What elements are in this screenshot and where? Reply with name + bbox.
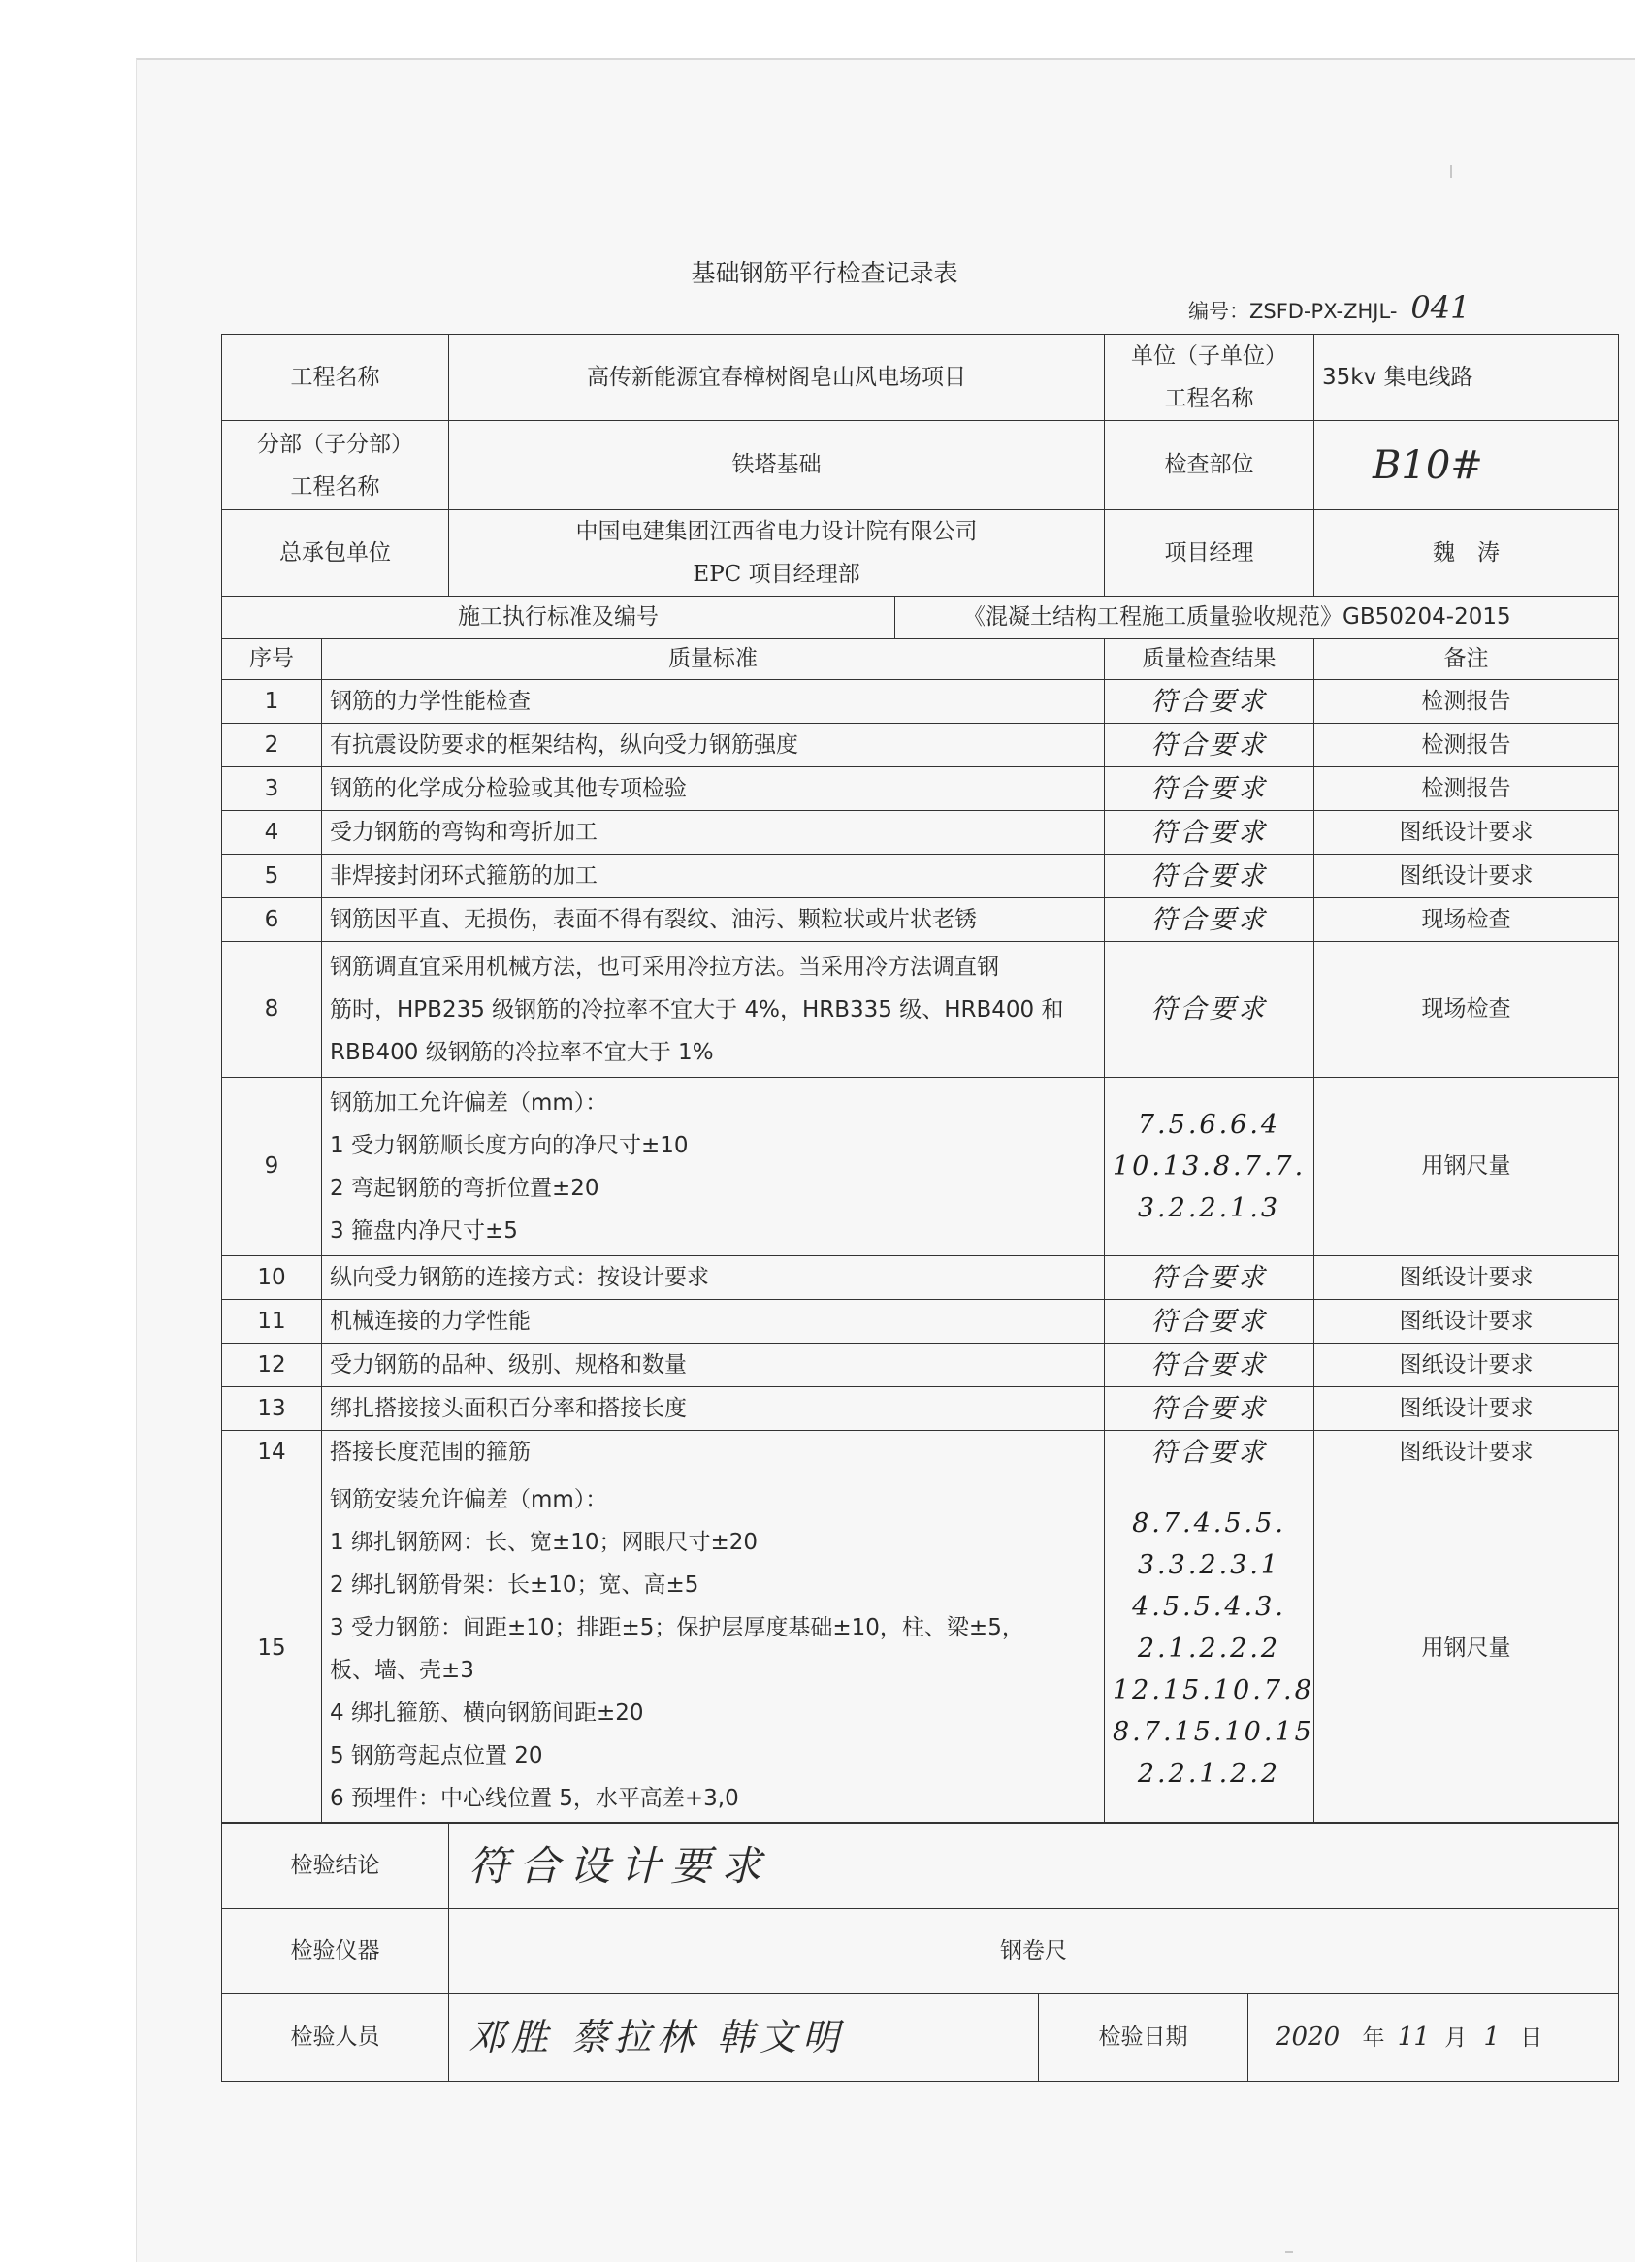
standard-row xyxy=(222,597,1619,639)
item-result-line: 符合要求 xyxy=(1150,729,1268,761)
item-result xyxy=(1105,767,1314,811)
item-standard-line: 钢筋加工允许偏差（mm）： xyxy=(330,1089,608,1116)
item-standard xyxy=(322,724,1105,767)
date-value: 2020 年 11 月 1 日 xyxy=(1248,1994,1619,2082)
inspection-table xyxy=(221,334,1619,1824)
inspector-label: 检验人员 xyxy=(222,1994,449,2082)
item-row xyxy=(222,1078,1619,1256)
col-header-result: 质量检查结果 xyxy=(1105,639,1314,680)
item-row xyxy=(222,942,1619,1078)
item-note: 检测报告 xyxy=(1314,767,1619,811)
item-standard xyxy=(322,767,1105,811)
instrument-row xyxy=(222,1909,1619,1994)
item-result-line: 符合要求 xyxy=(1150,994,1268,1024)
item-result xyxy=(1105,1387,1314,1431)
footer-table xyxy=(221,1822,1619,2082)
item-result-line: 4.5.5.4.3. xyxy=(1132,1592,1286,1622)
item-note: 图纸设计要求 xyxy=(1314,1344,1619,1387)
item-note: 用钢尺量 xyxy=(1314,1078,1619,1256)
item-note: 图纸设计要求 xyxy=(1314,1256,1619,1300)
item-standard-line: 非焊接封闭环式箍筋的加工 xyxy=(330,863,598,889)
project-label: 工程名称 xyxy=(222,335,449,421)
item-result-line: 8.7.4.5.5. xyxy=(1132,1508,1286,1539)
position-value: B10# xyxy=(1314,421,1619,510)
item-standard xyxy=(322,1344,1105,1387)
scan-speck xyxy=(1450,165,1452,178)
form-title: 基础钢筋平行检查记录表 xyxy=(691,259,958,287)
col-header-no: 序号 xyxy=(222,639,322,680)
item-standard-line: 受力钢筋的弯钩和弯折加工 xyxy=(330,820,598,845)
instrument-value: 钢卷尺 xyxy=(449,1909,1619,1994)
item-standard xyxy=(322,1256,1105,1300)
date-label: 检验日期 xyxy=(1039,1994,1248,2082)
item-result xyxy=(1105,1344,1314,1387)
item-result-line: 符合要求 xyxy=(1150,904,1268,935)
item-row xyxy=(222,1431,1619,1474)
item-standard-line: 5 钢筋弯起点位置 20 xyxy=(330,1742,543,1768)
item-standard-line: 2 绑扎钢筋骨架：长±10；宽、高±5 xyxy=(330,1571,699,1598)
project-value: 高传新能源宜春樟树阁皂山风电场项目 xyxy=(449,335,1105,421)
col-header-standard: 质量标准 xyxy=(322,639,1105,680)
item-note: 检测报告 xyxy=(1314,724,1619,767)
item-standard-line: 钢筋调直宜采用机械方法，也可采用冷拉方法。当采用冷方法调直钢 xyxy=(330,954,999,980)
item-row xyxy=(222,898,1619,942)
position-label: 检查部位 xyxy=(1105,421,1314,510)
contractor-value: 中国电建集团江西省电力设计院有限公司 EPC 项目经理部 xyxy=(449,510,1105,597)
item-standard-line: RBB400 级钢筋的冷拉率不宜大于 1% xyxy=(330,1039,714,1065)
item-result-line: 符合要求 xyxy=(1150,686,1268,717)
item-result xyxy=(1105,898,1314,942)
item-result xyxy=(1105,1474,1314,1824)
item-standard-line: 筋时，HPB235 级钢筋的冷拉率不宜大于 4%，HRB335 级、HRB400 和 xyxy=(330,996,1064,1022)
header-row-sub xyxy=(222,421,1619,510)
item-row xyxy=(222,724,1619,767)
item-no: 13 xyxy=(222,1387,322,1431)
item-no: 2 xyxy=(222,724,322,767)
inspector-row xyxy=(222,1994,1619,2082)
item-result xyxy=(1105,680,1314,724)
instrument-label: 检验仪器 xyxy=(222,1909,449,1994)
item-standard-line: 2 弯起钢筋的弯折位置±20 xyxy=(330,1175,599,1201)
item-standard xyxy=(322,1474,1105,1824)
item-result-line: 12.15.10.7.8 xyxy=(1113,1675,1314,1705)
item-row xyxy=(222,1300,1619,1344)
item-standard-line: 受力钢筋的品种、级别、规格和数量 xyxy=(330,1352,687,1377)
item-result-line: 符合要求 xyxy=(1150,1393,1268,1424)
conclusion-row xyxy=(222,1823,1619,1909)
item-standard-line: 绑扎搭接接头面积百分率和搭接长度 xyxy=(330,1396,687,1421)
item-result-line: 8.7.15.10.15 xyxy=(1113,1717,1314,1747)
item-result-line: 3.3.2.3.1 xyxy=(1137,1550,1281,1580)
item-result-line: 2.1.2.2.2 xyxy=(1137,1634,1281,1664)
item-note: 图纸设计要求 xyxy=(1314,811,1619,855)
item-result xyxy=(1105,1431,1314,1474)
item-result xyxy=(1105,811,1314,855)
item-row xyxy=(222,1387,1619,1431)
item-row xyxy=(222,855,1619,898)
item-no: 12 xyxy=(222,1344,322,1387)
sub-value: 铁塔基础 xyxy=(449,421,1105,510)
item-standard-line: 1 绑扎钢筋网：长、宽±10；网眼尺寸±20 xyxy=(330,1529,759,1555)
item-row xyxy=(222,767,1619,811)
item-result-line: 符合要求 xyxy=(1150,1306,1268,1337)
item-standard-line: 纵向受力钢筋的连接方式：按设计要求 xyxy=(330,1265,709,1290)
header-row-contractor xyxy=(222,510,1619,597)
item-standard xyxy=(322,1387,1105,1431)
item-standard xyxy=(322,1431,1105,1474)
sub-label: 分部（子分部） 工程名称 xyxy=(222,421,449,510)
item-note: 现场检查 xyxy=(1314,898,1619,942)
item-result xyxy=(1105,724,1314,767)
item-note: 检测报告 xyxy=(1314,680,1619,724)
item-row xyxy=(222,1474,1619,1824)
item-result-line: 10.13.8.7.7. xyxy=(1113,1151,1307,1182)
item-result-line: 2.2.1.2.2 xyxy=(1137,1759,1281,1789)
col-header-note: 备注 xyxy=(1314,639,1619,680)
unit-value: 35kv 集电线路 xyxy=(1314,335,1619,421)
item-standard xyxy=(322,1300,1105,1344)
item-note: 图纸设计要求 xyxy=(1314,1300,1619,1344)
item-result-line: 符合要求 xyxy=(1150,773,1268,804)
inspector-signatures: 邓胜 蔡拉林 韩文明 xyxy=(449,1994,1039,2082)
item-result-line: 7.5.6.6.4 xyxy=(1137,1110,1281,1140)
item-note: 现场检查 xyxy=(1314,942,1619,1078)
item-result xyxy=(1105,942,1314,1078)
item-standard-line: 机械连接的力学性能 xyxy=(330,1309,531,1334)
item-row xyxy=(222,811,1619,855)
manager-label: 项目经理 xyxy=(1105,510,1314,597)
item-row xyxy=(222,680,1619,724)
item-standard xyxy=(322,898,1105,942)
conclusion-label: 检验结论 xyxy=(222,1823,449,1909)
item-standard-line: 钢筋的化学成分检验或其他专项检验 xyxy=(330,776,687,801)
item-standard-line: 钢筋因平直、无损伤，表面不得有裂纹、油污、颗粒状或片状老锈 xyxy=(330,907,977,932)
item-standard xyxy=(322,1078,1105,1256)
item-no: 8 xyxy=(222,942,322,1078)
item-no: 1 xyxy=(222,680,322,724)
item-result-line: 符合要求 xyxy=(1150,817,1268,848)
item-note: 图纸设计要求 xyxy=(1314,1431,1619,1474)
item-result-line: 符合要求 xyxy=(1150,1262,1268,1293)
item-result-line: 3.2.2.1.3 xyxy=(1137,1193,1281,1223)
item-note: 用钢尺量 xyxy=(1314,1474,1619,1824)
item-standard-line: 3 受力钢筋：间距±10；排距±5；保护层厚度基础±10，柱、梁±5， xyxy=(330,1614,1024,1640)
item-no: 9 xyxy=(222,1078,322,1256)
item-row xyxy=(222,1256,1619,1300)
standard-value: 《混凝土结构工程施工质量验收规范》GB50204-2015 xyxy=(895,597,1619,639)
item-standard-line: 钢筋安装允许偏差（mm）： xyxy=(330,1486,608,1512)
contractor-label: 总承包单位 xyxy=(222,510,449,597)
item-no: 10 xyxy=(222,1256,322,1300)
form-code-label: 编号：ZSFD-PX-ZHJL- xyxy=(1188,300,1398,323)
standard-label: 施工执行标准及编号 xyxy=(222,597,895,639)
item-note: 图纸设计要求 xyxy=(1314,855,1619,898)
item-no: 11 xyxy=(222,1300,322,1344)
item-no: 5 xyxy=(222,855,322,898)
scan-speck xyxy=(1285,2251,1293,2253)
item-standard xyxy=(322,811,1105,855)
item-row xyxy=(222,1344,1619,1387)
item-standard-line: 钢筋的力学性能检查 xyxy=(330,689,531,714)
unit-label: 单位（子单位） 工程名称 xyxy=(1105,335,1314,421)
item-standard-line: 4 绑扎箍筋、横向钢筋间距±20 xyxy=(330,1700,644,1726)
item-standard xyxy=(322,680,1105,724)
item-result-line: 符合要求 xyxy=(1150,1349,1268,1380)
form-code-handwritten: 041 xyxy=(1410,289,1471,326)
header-row-project xyxy=(222,335,1619,421)
item-standard xyxy=(322,855,1105,898)
item-result xyxy=(1105,1078,1314,1256)
item-result xyxy=(1105,1256,1314,1300)
column-header-row xyxy=(222,639,1619,680)
item-result xyxy=(1105,1300,1314,1344)
conclusion-value: 符合设计要求 xyxy=(449,1823,1619,1909)
item-note: 图纸设计要求 xyxy=(1314,1387,1619,1431)
form-code xyxy=(1188,289,1470,326)
item-result-line: 符合要求 xyxy=(1150,1437,1268,1468)
item-no: 3 xyxy=(222,767,322,811)
item-standard xyxy=(322,942,1105,1078)
item-standard-line: 6 预埋件：中心线位置 5，水平高差+3,0 xyxy=(330,1785,739,1811)
item-no: 4 xyxy=(222,811,322,855)
item-result-line: 符合要求 xyxy=(1150,860,1268,891)
item-no: 14 xyxy=(222,1431,322,1474)
item-standard-line: 有抗震设防要求的框架结构，纵向受力钢筋强度 xyxy=(330,732,798,758)
item-no: 6 xyxy=(222,898,322,942)
item-no: 15 xyxy=(222,1474,322,1824)
item-standard-line: 搭接长度范围的箍筋 xyxy=(330,1440,531,1465)
item-result xyxy=(1105,855,1314,898)
item-standard-line: 板、墙、壳±3 xyxy=(330,1657,474,1683)
item-standard-line: 3 箍盘内净尺寸±5 xyxy=(330,1217,518,1244)
item-standard-line: 1 受力钢筋顺长度方向的净尺寸±10 xyxy=(330,1132,689,1158)
manager-value: 魏 涛 xyxy=(1314,510,1619,597)
